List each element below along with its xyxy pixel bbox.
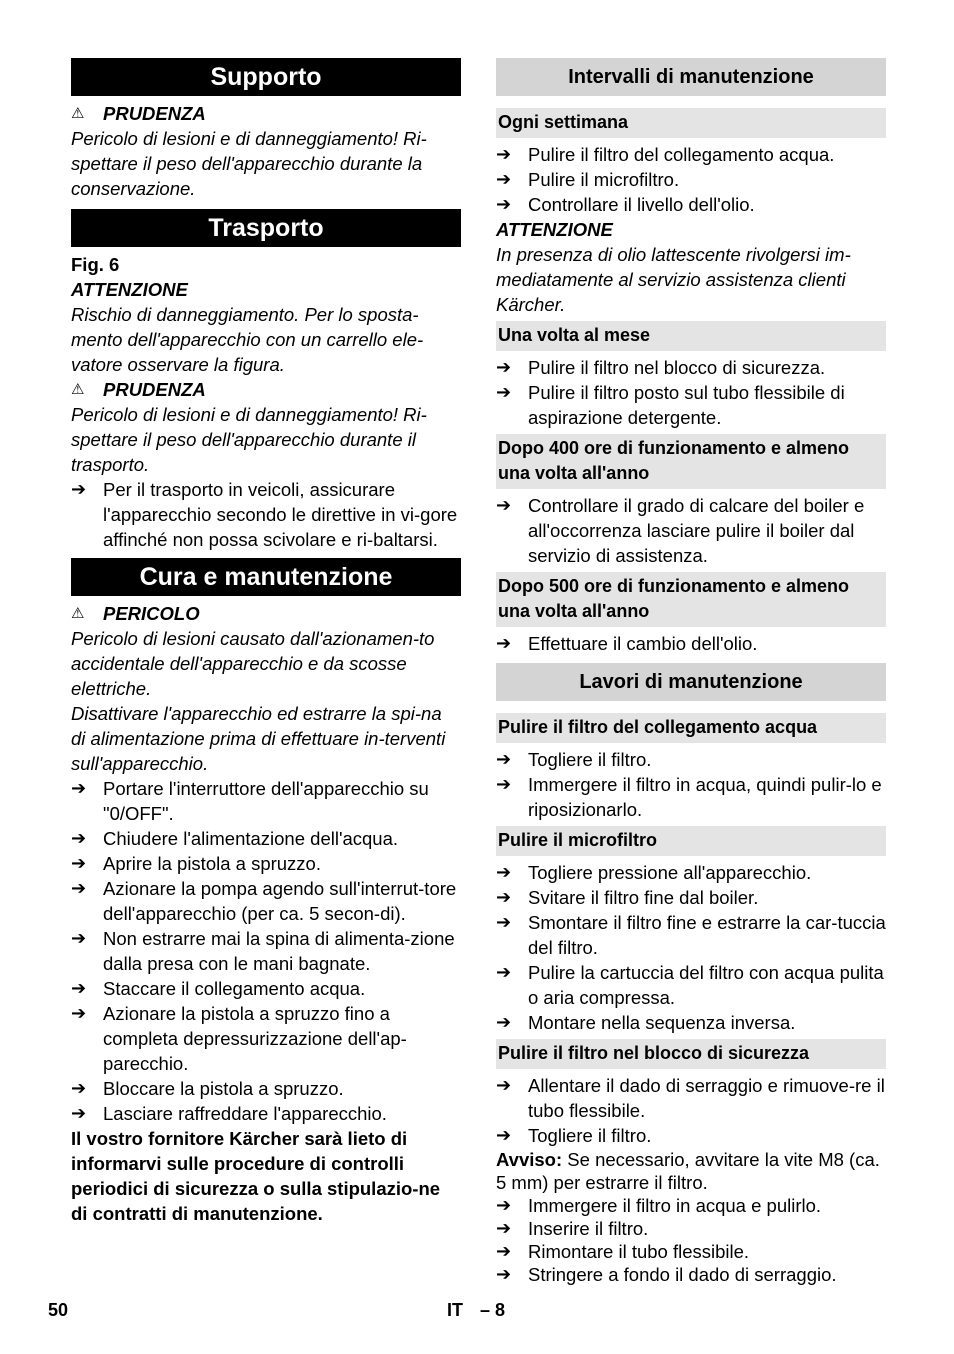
instruction-list: [496, 142, 886, 217]
list-item: ➔ Non estrarre mai la spina di alimenta-zione dalla presa con le mani bagnate.: [71, 928, 455, 974]
warning-text: Pericolo di lesioni e di danneggiamento! Ri-spettare il peso dell'apparecchio durante il trasporto.: [71, 404, 427, 475]
list-item: ➔ Per il trasporto in veicoli, assicurare l'apparecchio secondo le direttive in vi-gore affinché non possa scivolare e ri-baltarsi.: [71, 479, 458, 550]
list-item: ➔ Azionare la pompa agendo sull'interrut-tore dell'apparecchio (per ca. 5 secon-di).: [71, 878, 457, 924]
instruction-list: [496, 1194, 886, 1286]
list-item: ➔ Pulire la cartuccia del filtro con acqua pulita o aria compressa.: [496, 962, 884, 1008]
arrow-right-icon: ➔: [496, 633, 512, 653]
arrow-right-icon: ➔: [496, 357, 512, 377]
arrow-right-icon: ➔: [496, 1218, 512, 1238]
arrow-right-icon: ➔: [496, 1195, 512, 1215]
arrow-right-icon: ➔: [496, 382, 512, 402]
list-item: ➔ Inserire il filtro.: [496, 1218, 649, 1239]
figure-ref: Fig. 6: [71, 254, 120, 275]
arrow-right-icon: ➔: [496, 1012, 512, 1032]
language-code: IT: [447, 1300, 463, 1320]
warning-triangle-icon: ⚠: [71, 605, 85, 622]
arrow-right-icon: ➔: [71, 778, 87, 798]
section-title-cura: Cura e manutenzione: [71, 558, 461, 596]
list-item: ➔ Controllare il grado di calcare del boiler e all'occorrenza lasciare pulire il boiler dal servizio di assistenza.: [496, 495, 865, 566]
arrow-right-icon: ➔: [71, 928, 87, 948]
subsection-title-water-filter: Pulire il filtro del collegamento acqua: [496, 713, 886, 743]
arrow-right-icon: ➔: [71, 1003, 87, 1023]
section-title-lavori: Lavori di manutenzione: [496, 663, 886, 701]
right-column: [496, 58, 886, 1286]
arrow-right-icon: ➔: [71, 878, 87, 898]
arrow-right-icon: ➔: [496, 1264, 512, 1284]
arrow-right-icon: ➔: [496, 1075, 512, 1095]
danger-text: Disattivare l'apparecchio ed estrarre la spi-na di alimentazione prima di effettuare in-terventi sull'apparecchio.: [71, 703, 446, 774]
list-item: ➔ Pulire il filtro posto sul tubo flessibile di aspirazione detergente.: [496, 382, 845, 428]
danger-text: Pericolo di lesioni causato dall'azionamen-to accidentale dell'apparecchio e da scosse elettriche.: [71, 628, 435, 699]
list-item: ➔ Togliere il filtro.: [496, 1125, 652, 1146]
arrow-right-icon: ➔: [496, 962, 512, 982]
arrow-right-icon: ➔: [71, 853, 87, 873]
instruction-list: [496, 860, 886, 1035]
arrow-right-icon: ➔: [496, 912, 512, 932]
arrow-right-icon: ➔: [496, 1241, 512, 1261]
left-column: [71, 58, 461, 1226]
list-item: ➔ Svitare il filtro fine dal boiler.: [496, 887, 759, 908]
attention-text: In presenza di olio lattescente rivolgersi im-mediatamente al servizio assistenza clienti Kärcher.: [496, 244, 851, 315]
list-item: ➔ Rimontare il tubo flessibile.: [496, 1241, 750, 1262]
instruction-list: [496, 631, 886, 656]
instruction-list: [496, 493, 886, 568]
arrow-right-icon: ➔: [496, 749, 512, 769]
subsection-title-safety-filter: Pulire il filtro nel blocco di sicurezza: [496, 1039, 886, 1069]
subsection-title-microfilter: Pulire il microfiltro: [496, 826, 886, 856]
warning-text: Pericolo di lesioni e di danneggiamento! Ri-spettare il peso dell'apparecchio durante la conservazione.: [71, 128, 427, 199]
warning-label: ⚠ PRUDENZA: [71, 379, 206, 400]
warning-triangle-icon: ⚠: [71, 105, 85, 122]
list-item: ➔ Pulire il filtro del collegamento acqua.: [496, 144, 835, 165]
list-item: ➔ Staccare il collegamento acqua.: [71, 978, 366, 999]
list-item: ➔ Togliere il filtro.: [496, 749, 652, 770]
list-item: ➔ Chiudere l'alimentazione dell'acqua.: [71, 828, 399, 849]
arrow-right-icon: ➔: [496, 774, 512, 794]
instruction-list: [496, 1073, 886, 1148]
attention-label: ATTENZIONE: [71, 279, 188, 300]
section-title-trasporto: Trasporto: [71, 209, 461, 247]
arrow-right-icon: ➔: [71, 978, 87, 998]
list-item: ➔ Azionare la pistola a spruzzo fino a completa depressurizzazione dell'ap-parecchio.: [71, 1003, 407, 1074]
arrow-right-icon: ➔: [496, 144, 512, 164]
list-item: ➔ Effettuare il cambio dell'olio.: [496, 633, 758, 654]
attention-text: Rischio di danneggiamento. Per lo sposta-mento dell'apparecchio con un carrello ele-vatore osservare la figura.: [71, 304, 424, 375]
attention-label: ATTENZIONE: [496, 219, 613, 240]
list-item: ➔ Immergere il filtro in acqua e pulirlo.: [496, 1195, 822, 1216]
instruction-list: [71, 477, 461, 552]
service-note: Il vostro fornitore Kärcher sarà lieto di informarvi sulle procedure di controlli periodici di sicurezza o sulla stipulazio-ne di contratti di manutenzione.: [71, 1128, 441, 1224]
list-item: ➔ Allentare il dado di serraggio e rimuove-re il tubo flessibile.: [496, 1075, 885, 1121]
warning-triangle-icon: ⚠: [71, 381, 85, 398]
list-item: ➔ Stringere a fondo il dado di serraggio.: [496, 1264, 837, 1285]
list-item: ➔ Lasciare raffreddare l'apparecchio.: [71, 1103, 387, 1124]
page-sub-number: – 8: [480, 1300, 506, 1320]
subsection-title-monthly: Una volta al mese: [496, 321, 886, 351]
arrow-right-icon: ➔: [496, 862, 512, 882]
warning-label: ⚠ PRUDENZA: [71, 103, 206, 124]
list-item: ➔ Pulire il microfiltro.: [496, 169, 680, 190]
section-title-intervalli: Intervalli di manutenzione: [496, 58, 886, 96]
subsection-title-400h: Dopo 400 ore di funzionamento e almeno una volta all'anno: [496, 434, 886, 489]
section-title-supporto: Supporto: [71, 58, 461, 96]
subsection-title-weekly: Ogni settimana: [496, 108, 886, 138]
arrow-right-icon: ➔: [71, 1078, 87, 1098]
arrow-right-icon: ➔: [71, 828, 87, 848]
list-item: ➔ Aprire la pistola a spruzzo.: [71, 853, 321, 874]
page-number: 50: [48, 1300, 69, 1320]
instruction-list: [496, 355, 886, 430]
list-item: ➔ Immergere il filtro in acqua, quindi pulir-lo e riposizionarlo.: [496, 774, 882, 820]
arrow-right-icon: ➔: [71, 479, 87, 499]
list-item: ➔ Portare l'interruttore dell'apparecchio su "0/OFF".: [71, 778, 429, 824]
instruction-list: [71, 776, 461, 1126]
list-item: ➔ Pulire il filtro nel blocco di sicurezza.: [496, 357, 826, 378]
list-item: ➔ Smontare il filtro fine e estrarre la car-tuccia del filtro.: [496, 912, 886, 958]
danger-label: ⚠ PERICOLO: [71, 603, 200, 624]
arrow-right-icon: ➔: [496, 194, 512, 214]
list-item: ➔ Bloccare la pistola a spruzzo.: [71, 1078, 344, 1099]
arrow-right-icon: ➔: [71, 1103, 87, 1123]
subsection-title-500h: Dopo 500 ore di funzionamento e almeno una volta all'anno: [496, 572, 886, 627]
list-item: ➔ Togliere pressione all'apparecchio.: [496, 862, 812, 883]
list-item: ➔ Controllare il livello dell'olio.: [496, 194, 755, 215]
arrow-right-icon: ➔: [496, 495, 512, 515]
instruction-list: [496, 747, 886, 822]
list-item: ➔ Montare nella sequenza inversa.: [496, 1012, 796, 1033]
arrow-right-icon: ➔: [496, 169, 512, 189]
arrow-right-icon: ➔: [496, 887, 512, 907]
arrow-right-icon: ➔: [496, 1125, 512, 1145]
notice: Avviso: Se necessario, avvitare la vite M8 (ca. 5 mm) per estrarre il filtro.: [496, 1149, 880, 1193]
